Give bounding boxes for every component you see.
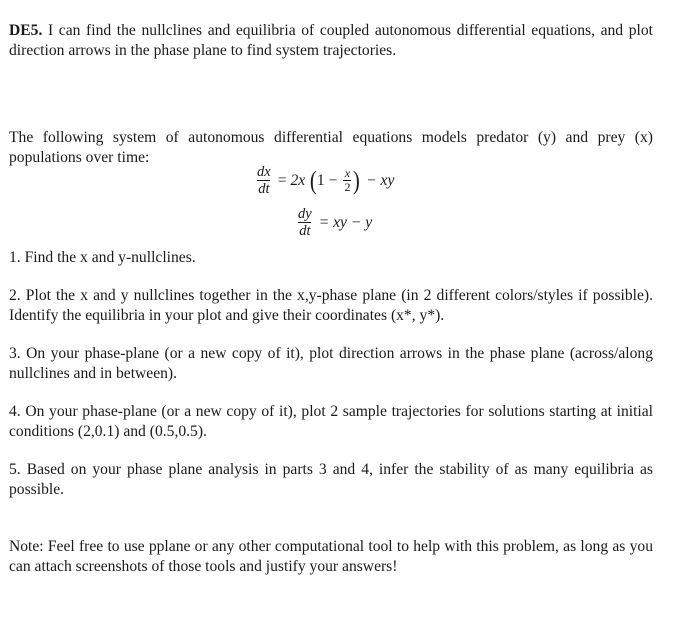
one-term: 1 bbox=[316, 171, 325, 189]
minus-sign: − bbox=[328, 171, 338, 189]
dy-numerator: dy bbox=[298, 206, 312, 222]
dt-denominator-2: dt bbox=[299, 223, 311, 239]
x-over-2-fraction bbox=[343, 167, 351, 194]
interaction-term: − xy bbox=[366, 171, 395, 189]
equation-dy-dt bbox=[295, 206, 372, 239]
objective-code: DE5. bbox=[9, 22, 43, 39]
question-2: 2. Plot the x and y nullclines together in the x,y-phase plane (in 2 different colors/styles if possible). Identify the equilibria in your plot and give their coordinates (x*, y*). bbox=[9, 287, 653, 324]
coefficient-term: 2x bbox=[290, 171, 306, 189]
question-1: 1. Find the x and y-nullclines. bbox=[9, 249, 196, 266]
question-3: 3. On your phase-plane (or a new copy of it), plot direction arrows in the phase plane (across/along nullclines and in between). bbox=[9, 345, 653, 382]
equation-dx-dt bbox=[254, 164, 394, 197]
x-numerator: x bbox=[344, 166, 351, 180]
question-5: 5. Based on your phase plane analysis in parts 3 and 4, infer the stability of as many equilibria as possible. bbox=[9, 461, 653, 498]
objective-statement bbox=[9, 21, 653, 60]
objective-text: I can find the nullclines and equilibria of coupled autonomous differential equations, and plot direction arrows in the phase plane to find system trajectories. bbox=[9, 22, 653, 59]
question-4: 4. On your phase-plane (or a new copy of it), plot 2 sample trajectories for solutions starting at initial conditions (2,0.1) and (0.5,0.5). bbox=[9, 403, 653, 440]
intro-paragraph: The following system of autonomous differential equations models predator (y) and prey (x) populations over time: bbox=[9, 129, 653, 166]
right-paren: ) bbox=[353, 165, 361, 195]
dx-dt-fraction bbox=[256, 164, 272, 197]
two-denominator: 2 bbox=[344, 180, 351, 194]
dy-dt-rhs: = xy − y bbox=[318, 213, 373, 231]
dt-denominator: dt bbox=[258, 181, 270, 197]
document-page bbox=[9, 0, 653, 624]
dx-numerator: dx bbox=[257, 164, 271, 180]
equals-sign: = bbox=[277, 171, 287, 189]
left-paren: ( bbox=[310, 165, 318, 195]
note-paragraph: Note: Feel free to use pplane or any other computational tool to help with this problem, as long as you can attach screenshots of those tools and justify your answers! bbox=[9, 538, 653, 575]
dy-dt-fraction bbox=[297, 206, 313, 239]
